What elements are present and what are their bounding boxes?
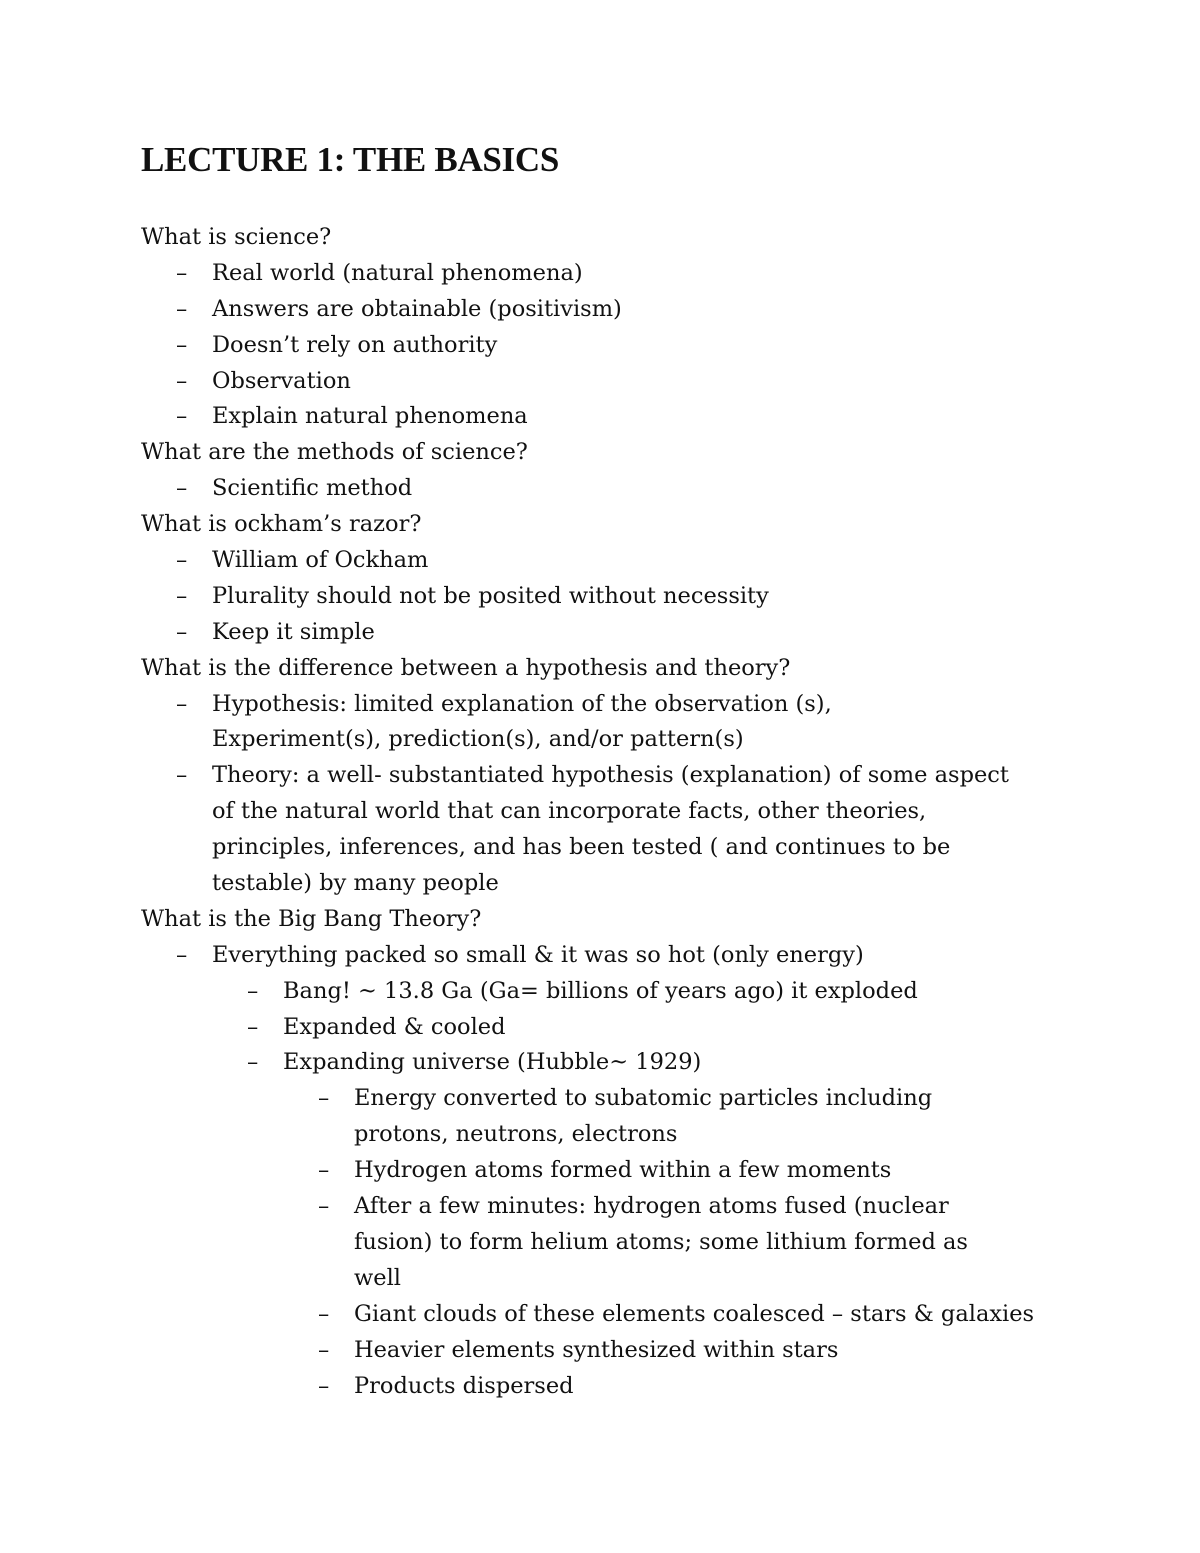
- question-ockham: What is ockham’s razor?: [141, 511, 422, 538]
- list-item-continuation: fusion) to form helium atoms; some lithium formed as: [354, 1228, 968, 1255]
- list-item-continuation: protons, neutrons, electrons: [354, 1121, 678, 1148]
- sub-list-item: – Expanded & cooled: [141, 1010, 1101, 1046]
- page-title: LECTURE 1: THE BASICS: [141, 140, 560, 179]
- dash-bullet: –: [176, 618, 188, 645]
- dash-bullet: –: [176, 762, 188, 789]
- dash-bullet: –: [176, 582, 188, 609]
- list-item-continuation: Experiment(s), prediction(s), and/or pattern(s): [212, 726, 744, 753]
- dash-bullet: –: [247, 1049, 259, 1076]
- dash-bullet: –: [176, 367, 188, 394]
- question-big-bang: What is the Big Bang Theory?: [141, 905, 482, 932]
- dash-bullet: –: [247, 1013, 259, 1040]
- sub-sub-list-item: – Products dispersed: [141, 1369, 1101, 1405]
- dash-bullet: –: [176, 547, 188, 574]
- list-item-continuation: of the natural world that can incorporate facts, other theories,: [212, 798, 927, 825]
- list-item-theory: – Theory: a well- substantiated hypothesis (explanation) of some aspect: [141, 758, 1101, 794]
- list-item-continuation: well: [354, 1264, 401, 1291]
- dash-bullet: –: [176, 295, 188, 322]
- dash-bullet: –: [318, 1300, 330, 1327]
- list-item: – Explain natural phenomena: [141, 399, 1101, 435]
- dash-bullet: –: [247, 977, 259, 1004]
- question-science: What is science?: [141, 224, 332, 250]
- dash-bullet: –: [176, 941, 188, 968]
- sub-sub-list-item: – Hydrogen atoms formed within a few moments: [141, 1153, 1101, 1189]
- list-item: – Answers are obtainable (positivism): [141, 292, 1101, 328]
- sub-list-item: – Expanding universe (Hubble~ 1929): [141, 1045, 1101, 1081]
- list-item: – Real world (natural phenomena): [141, 256, 1101, 292]
- list-item: – Doesn’t rely on authority: [141, 328, 1101, 364]
- dash-bullet: –: [318, 1157, 330, 1184]
- dash-bullet: –: [318, 1085, 330, 1112]
- sub-sub-list-item: – Heavier elements synthesized within stars: [141, 1333, 1101, 1369]
- question-hypothesis: What is the difference between a hypothesis and theory?: [141, 654, 791, 681]
- list-item: – Plurality should not be posited without necessity: [141, 579, 1101, 615]
- sub-sub-list-item: – Energy converted to subatomic particles including: [141, 1081, 1101, 1117]
- dash-bullet: –: [176, 475, 188, 502]
- dash-bullet: –: [176, 259, 188, 286]
- sub-sub-list-item: – Giant clouds of these elements coalesced – stars & galaxies: [141, 1297, 1101, 1333]
- list-item: – Observation: [141, 364, 1101, 400]
- list-item: – Scientific method: [141, 471, 1101, 507]
- notes-body: [141, 220, 1101, 1404]
- dash-bullet: –: [318, 1336, 330, 1363]
- dash-bullet: –: [176, 690, 188, 717]
- dash-bullet: –: [318, 1372, 330, 1399]
- list-item: – Everything packed so small & it was so hot (only energy): [141, 938, 1101, 974]
- dash-bullet: –: [176, 331, 188, 358]
- question-methods: What are the methods of science?: [141, 439, 528, 466]
- sub-sub-list-item: – After a few minutes: hydrogen atoms fused (nuclear: [141, 1189, 1101, 1225]
- list-item-continuation: principles, inferences, and has been tested ( and continues to be: [212, 834, 951, 861]
- dash-bullet: –: [318, 1193, 330, 1220]
- sub-list-item: – Bang! ~ 13.8 Ga (Ga= billions of years ago) it exploded: [141, 974, 1101, 1010]
- dash-bullet: –: [176, 403, 188, 430]
- list-item-hypothesis: – Hypothesis: limited explanation of the observation (s),: [141, 687, 1101, 723]
- list-item: – William of Ockham: [141, 543, 1101, 579]
- list-item: – Keep it simple: [141, 615, 1101, 651]
- list-item-continuation: testable) by many people: [212, 870, 499, 897]
